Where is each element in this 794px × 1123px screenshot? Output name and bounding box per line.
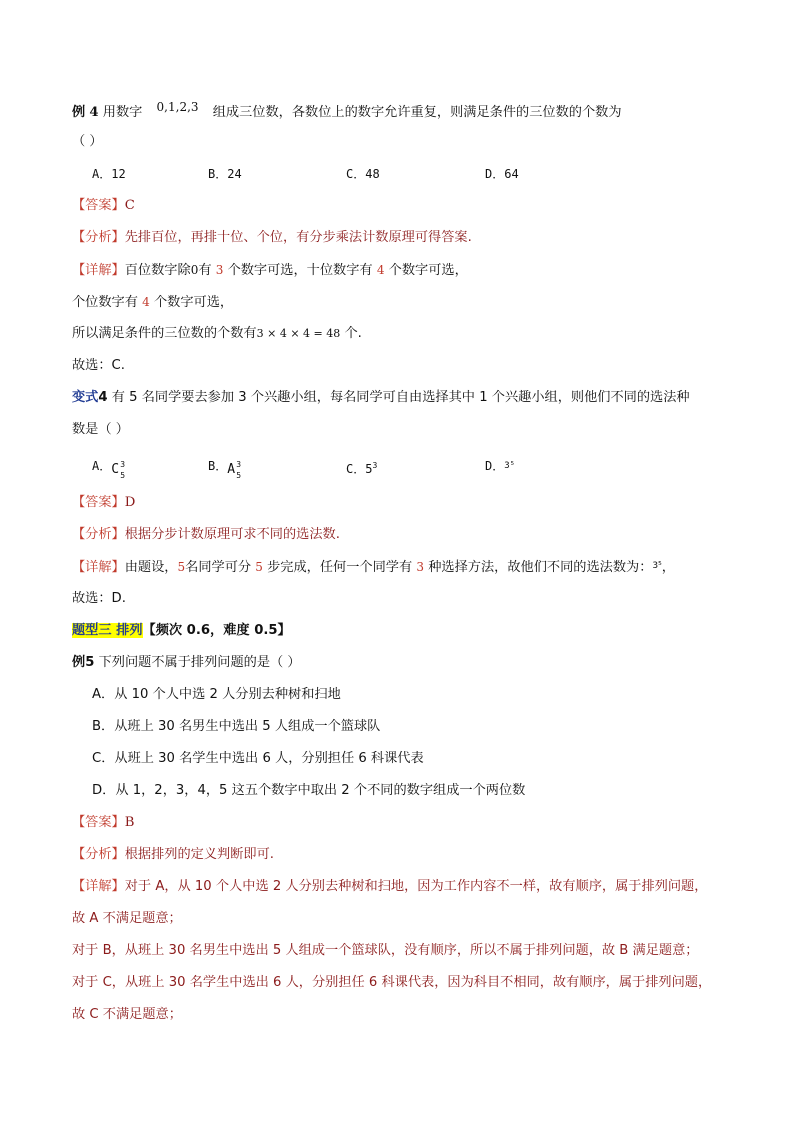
- detail-math: 3 × 4 × 4 = 48: [256, 327, 341, 340]
- detail-line-3: [72, 324, 362, 344]
- option-b: B．24: [208, 167, 242, 181]
- detail-text: 有: [198, 263, 212, 278]
- detail-line-1: [72, 260, 468, 281]
- variant-number: 4: [98, 390, 108, 405]
- detail-line-1: [72, 877, 707, 897]
- symbol-base: A: [227, 461, 236, 477]
- detail-text: 个位数字有: [72, 295, 138, 310]
- detail-text: 所以满足条件的三位数的个数有: [72, 326, 257, 341]
- detail-tag: 【详解】: [72, 560, 125, 575]
- option-b: B．从班上 30 名男生中选出 5 人组成一个篮球队: [92, 719, 381, 734]
- answer-tag: 【答案】: [72, 815, 125, 830]
- detail-line-4: 对于 C，从班上 30 名学生中选出 6 人，分别担任 6 科课代表，因为科目不相同，故有顺序，属于排列问题，: [72, 975, 712, 990]
- detail-line-2: [72, 292, 233, 313]
- detail-num: 0: [190, 263, 199, 277]
- option-letter: D．: [485, 459, 505, 473]
- symbol-sup: 3: [120, 459, 126, 469]
- option-letter: B．: [208, 459, 228, 473]
- detail-text: 名同学可分: [185, 560, 252, 575]
- answer-line: [72, 813, 134, 833]
- analysis-text: 先排百位，再排十位、个位，有分步乘法计数原理可得答案.: [124, 230, 472, 245]
- option-a: A．从 10 个人中选 2 人分别去种树和扫地: [92, 687, 341, 702]
- detail-text: 步完成，任何一个同学有: [267, 560, 413, 575]
- answer-line: [72, 196, 135, 216]
- power-base: 5: [365, 462, 373, 476]
- analysis-text: 根据排列的定义判断即可.: [124, 847, 275, 862]
- answer-paren: （ ）: [72, 134, 103, 149]
- analysis-line: [72, 525, 340, 545]
- example-label: 例: [72, 105, 86, 120]
- detail-text: 由题设，: [124, 560, 178, 575]
- example-number: 4: [89, 105, 99, 120]
- example-5-question: [72, 653, 301, 673]
- choose-line: 故选：C.: [72, 358, 125, 373]
- combination-symbol: [111, 458, 126, 480]
- symbol-sup: 3: [236, 459, 242, 469]
- detail-num: 4: [376, 263, 385, 277]
- variant-4-question: [72, 388, 690, 408]
- option-c: C．48: [346, 167, 380, 181]
- analysis-line: [72, 845, 274, 865]
- detail-text: 个数字可选，十位数字有: [227, 263, 373, 278]
- answer-line: [72, 493, 135, 513]
- answer-value: C: [124, 198, 135, 213]
- analysis-tag: 【分析】: [72, 230, 125, 245]
- detail-text: ，: [661, 560, 675, 575]
- arrangement-symbol: [227, 458, 242, 480]
- detail-line-1: [72, 557, 675, 579]
- detail-num: 4: [142, 295, 150, 309]
- detail-text: 种选择方法，故他们不同的选法数为：: [428, 560, 653, 575]
- detail-text: 个.: [344, 326, 362, 341]
- choose-line: 故选：D.: [72, 591, 126, 606]
- example-4-question: [72, 102, 622, 123]
- analysis-tag: 【分析】: [72, 527, 125, 542]
- option-c: [346, 456, 377, 479]
- question-text: 下列问题不属于排列问题的是（ ）: [98, 655, 301, 670]
- option-a: [92, 456, 126, 480]
- power-value: 3⁵: [504, 461, 516, 471]
- detail-text: 个数字可选，: [388, 263, 468, 278]
- detail-num: 5: [255, 560, 263, 574]
- detail-text: 百位数字除: [124, 263, 191, 278]
- answer-value: B: [124, 815, 135, 830]
- section-title: 题型三 排列: [72, 623, 143, 638]
- option-d: D．64: [485, 167, 519, 181]
- symbol-sub: 5: [236, 470, 242, 480]
- detail-num: 3: [215, 263, 224, 277]
- analysis-text: 根据分步计数原理可求不同的选法数.: [124, 527, 340, 542]
- symbol-base: C: [111, 461, 120, 477]
- power-exp: 3: [372, 461, 378, 470]
- answer-tag: 【答案】: [72, 495, 125, 510]
- detail-num: 3: [416, 560, 425, 574]
- symbol-sub: 5: [120, 470, 126, 480]
- analysis-tag: 【分析】: [72, 847, 125, 862]
- option-letter: A．: [92, 459, 112, 473]
- option-letter: C．: [346, 462, 366, 476]
- variant-label: 变式: [72, 390, 99, 405]
- question-text: 有 5 名同学要去参加 3 个兴趣小组，每名同学可自由选择其中 1 个兴趣小组，则他们不同的选法种: [111, 390, 690, 405]
- digits-math: 0,1,2,3: [156, 100, 199, 114]
- detail-line-2: 故 A 不满足题意；: [72, 911, 182, 926]
- option-a: A．12: [92, 167, 126, 181]
- detail-text: 个数字可选，: [153, 295, 234, 310]
- variant-4-question-2: 数是（ ）: [72, 422, 129, 437]
- answer-value: D: [124, 495, 136, 510]
- option-c: C．从班上 30 名学生中选出 6 人，分别担任 6 科课代表: [92, 751, 424, 766]
- detail-line-3: 对于 B，从班上 30 名男生中选出 5 人组成一个篮球队，没有顺序，所以不属于排列问题，故 B 满足题意；: [72, 943, 699, 958]
- detail-line-5: 故 C 不满足题意；: [72, 1007, 182, 1022]
- section-meta: 【频次 0.6，难度 0.5】: [142, 623, 291, 638]
- section-heading: [72, 621, 291, 641]
- example-label: 例: [72, 655, 86, 670]
- question-text: 组成三位数，各数位上的数字允许重复，则满足条件的三位数的个数为: [212, 105, 622, 120]
- option-b: [208, 456, 242, 480]
- detail-tag: 【详解】: [72, 263, 125, 278]
- example-number: 5: [85, 655, 95, 670]
- option-d: [485, 456, 515, 478]
- detail-text: 对于 A，从 10 个人中选 2 人分别去种树和扫地，因为工作内容不一样，故有顺序，属于排列问题，: [124, 879, 708, 894]
- answer-tag: 【答案】: [72, 198, 125, 213]
- detail-tag: 【详解】: [72, 879, 125, 894]
- analysis-line: [72, 228, 472, 248]
- detail-num: 5: [177, 560, 186, 574]
- question-text: 用数字: [102, 105, 143, 120]
- detail-math: 3⁵: [652, 561, 662, 571]
- option-d: D．从 1，2，3，4，5 这五个数字中取出 2 个不同的数字组成一个两位数: [92, 783, 526, 798]
